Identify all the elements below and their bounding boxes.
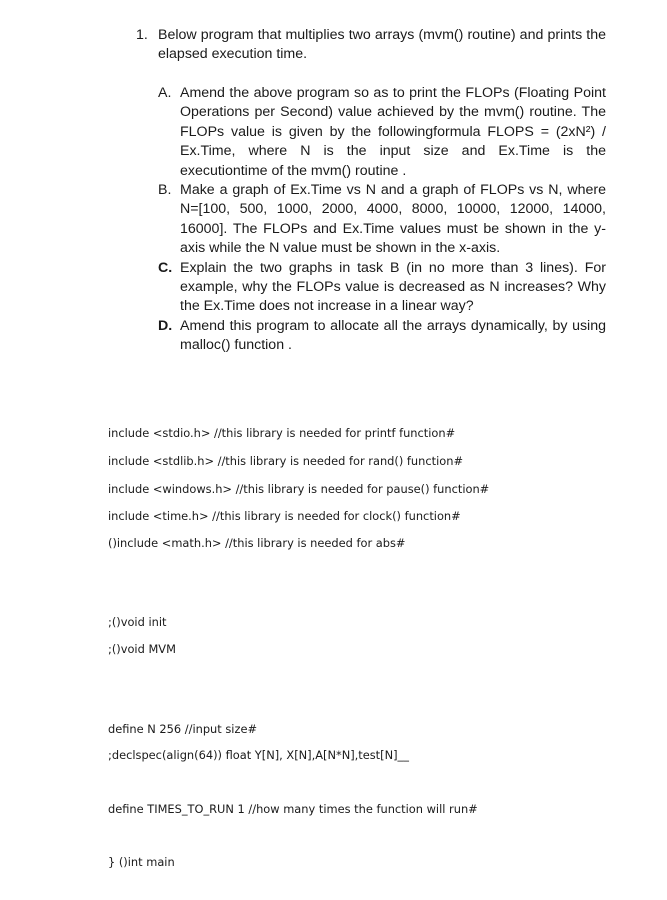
code-include-windows: include <windows.h> //this library is needed for pause() function# bbox=[108, 482, 490, 496]
task-b-letter: B. bbox=[158, 182, 172, 199]
question-number: 1. bbox=[136, 27, 148, 43]
code-include-stdlib: include <stdlib.h> //this library is needed for rand() function# bbox=[108, 454, 464, 468]
task-a-text: Amend the above program so as to print the FLOPs (Floating Point Operations per Second) value achieved by the mvm() routine. The FLOPs value is given by the followingformula FLOPS = (2xN²) / Ex.Time, where N is the input size and Ex.Time is the executiontime of the mvm() routine . bbox=[180, 85, 606, 179]
task-a-letter: A. bbox=[158, 85, 172, 101]
question-text: Below program that multiplies two arrays (mvm() routine) and prints the elapsed execution time. bbox=[158, 27, 606, 63]
code-define-times: define TIMES_TO_RUN 1 //how many times the function will run# bbox=[108, 802, 478, 816]
task-b-text: Make a graph of Ex.Time vs N and a graph of FLOPs vs N, where N=[100, 500, 1000, 2000, 4000, 8000, 10000, 12000, 14000, 16000]. The FLOPs and Ex.Time values must be shown in the y-axis while the N value must be shown in the x-axis. bbox=[180, 182, 606, 257]
code-declspec: ;declspec(align(64)) float Y[N], X[N],A[N*N],test[N]__ bbox=[108, 748, 409, 762]
task-d-letter: D. bbox=[158, 317, 173, 334]
task-d-text: Amend this program to allocate all the arrays dynamically, by using malloc() function . bbox=[180, 317, 606, 354]
task-list bbox=[158, 84, 606, 356]
code-include-time: include <time.h> //this library is needed for clock() function# bbox=[108, 509, 461, 523]
code-include-math: ()include <math.h> //this library is needed for abs# bbox=[108, 536, 406, 550]
task-c bbox=[158, 259, 606, 317]
code-prototype-mvm: ;()void MVM bbox=[108, 642, 176, 656]
task-a bbox=[158, 84, 606, 181]
code-main: } ()int main bbox=[108, 855, 175, 869]
task-d bbox=[158, 317, 606, 356]
task-b bbox=[158, 181, 606, 259]
question-1 bbox=[136, 26, 606, 65]
code-define-n: define N 256 //input size# bbox=[108, 722, 257, 736]
code-prototype-init: ;()void init bbox=[108, 615, 167, 629]
task-c-letter: C. bbox=[158, 259, 173, 276]
code-include-stdio: include <stdio.h> //this library is needed for printf function# bbox=[108, 426, 456, 440]
task-c-text: Explain the two graphs in task B (in no more than 3 lines). For example, why the FLOPs value is decreased as N increases? Why the Ex.Time does not increase in a linear way? bbox=[180, 259, 606, 315]
